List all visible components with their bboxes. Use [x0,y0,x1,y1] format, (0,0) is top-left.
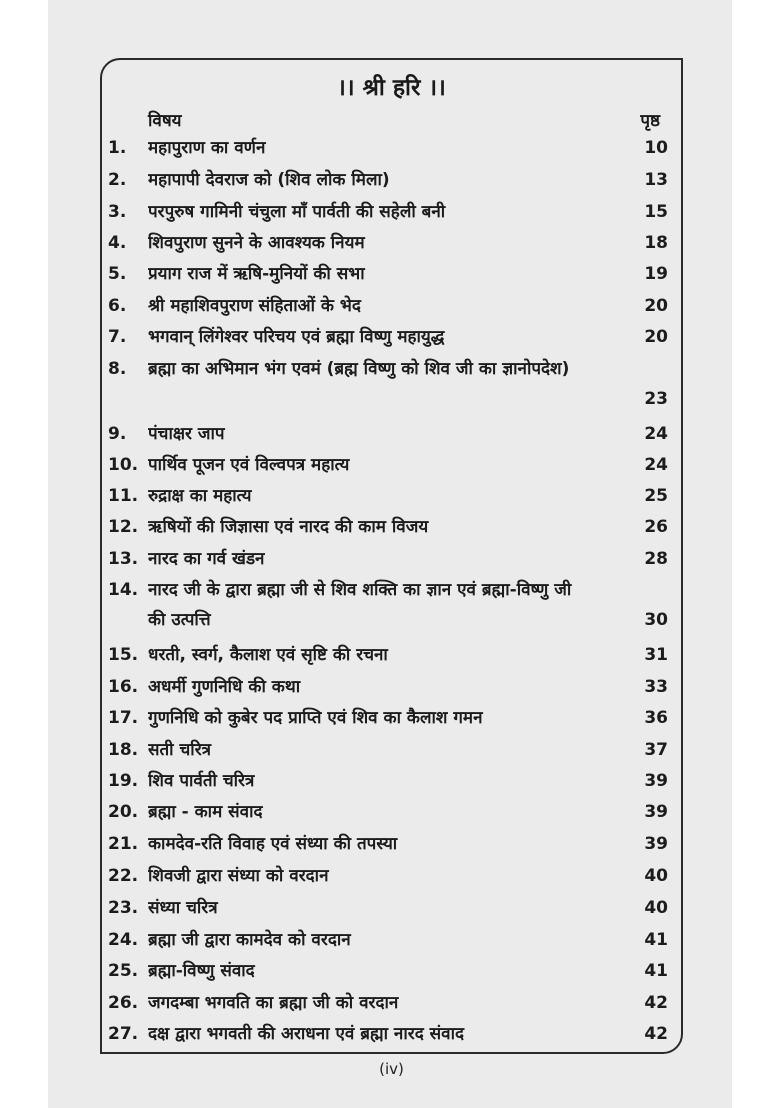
entry-title: धरती, स्वर्ग, कैलाश एवं सृष्टि की रचना [148,645,388,665]
entry-number: 4. [108,233,127,253]
entry-page-number: 42 [644,1024,668,1044]
entry-page-number: 15 [644,202,668,222]
entry-title: पार्थिव पूजन एवं विल्वपत्र महात्य [148,455,350,475]
entry-page-number: 20 [644,296,668,316]
entry-page-number: 30 [644,610,668,630]
entry-number: 18. [108,740,139,760]
entry-number: 21. [108,834,139,854]
entry-page-number: 26 [644,517,668,537]
entry-page-number: 39 [644,834,668,854]
entry-page-number: 24 [644,455,668,475]
entry-title: शिवपुराण सुनने के आवश्यक नियम [148,233,365,253]
entry-number: 27. [108,1024,139,1044]
entry-page-number: 42 [644,993,668,1013]
entry-title: अधर्मी गुणनिधि की कथा [148,677,301,697]
entry-number: 1. [108,138,127,158]
entry-page-number: 19 [644,264,668,284]
entry-title: ब्रह्मा का अभिमान भंग एवमं (ब्रह्म विष्णु को शिव जी का ज्ञानोपदेश) [148,359,570,379]
entry-page-number: 24 [644,424,668,444]
entry-number: 11. [108,486,139,506]
entry-number: 12. [108,517,139,537]
subject-column-header: विषय [148,111,182,131]
entry-title: प्रयाग राज में ऋषि-मुनियों की सभा [148,264,365,284]
entry-title: संध्या चरित्र [148,898,218,918]
entry-title: सती चरित्र [148,740,212,760]
entry-title: ब्रह्मा-विष्णु संवाद [148,961,255,981]
entry-title: दक्ष द्वारा भगवती की अराधना एवं ब्रह्मा नारद संवाद [148,1024,465,1044]
entry-number: 26. [108,993,139,1013]
entry-page-number: 39 [644,771,668,791]
entry-title: रुद्राक्ष का महात्य [148,486,252,506]
entry-number: 5. [108,264,127,284]
entry-page-number: 40 [644,866,668,886]
entry-number: 25. [108,961,139,981]
entry-title: श्री महाशिवपुराण संहिताओं के भेद [148,296,361,316]
entry-title: शिव पार्वती चरित्र [148,771,255,791]
entry-page-number: 33 [644,677,668,697]
page-title: ।। श्री हरि ।। [337,75,446,101]
entry-page-number: 25 [644,486,668,506]
entry-number: 16. [108,677,139,697]
entry-page-number: 39 [644,802,668,822]
entry-number: 24. [108,930,139,950]
entry-number: 22. [108,866,139,886]
entry-title: जगदम्बा भगवति का ब्रह्मा जी को वरदान [148,993,399,1013]
entry-number: 2. [108,170,127,190]
page-column-header: पृष्ठ [640,111,660,131]
entry-number: 20. [108,802,139,822]
entry-number: 19. [108,771,139,791]
entry-page-number: 31 [644,645,668,665]
entry-title: भगवान् लिंगेश्वर परिचय एवं ब्रह्मा विष्णु महायुद्ध [148,327,445,347]
entry-title-continuation: की उत्पत्ति [148,610,211,630]
entry-title: गुणनिधि को कुबेर पद प्राप्ति एवं शिव का कैलाश गमन [148,708,483,728]
page-number-footer: (iv) [379,1060,404,1078]
entry-title: ऋषियों की जिज्ञासा एवं नारद की काम विजय [148,517,429,537]
entry-title: परपुरुष गामिनी चंचुला माँ पार्वती की सहेली बनी [148,202,446,222]
entry-number: 15. [108,645,139,665]
entry-number: 9. [108,424,127,444]
entry-title: शिवजी द्वारा संध्या को वरदान [148,866,329,886]
entry-number: 8. [108,359,127,379]
entry-number: 17. [108,708,139,728]
entry-number: 7. [108,327,127,347]
entry-number: 3. [108,202,127,222]
entry-title: पंचाक्षर जाप [148,424,225,444]
entry-number: 23. [108,898,139,918]
entry-number: 13. [108,549,139,569]
entry-number: 6. [108,296,127,316]
entry-page-number: 36 [644,708,668,728]
entry-page-number: 10 [644,138,668,158]
entry-page-number: 37 [644,740,668,760]
entry-page-number: 18 [644,233,668,253]
entry-page-number: 23 [644,389,668,409]
entry-title: महापुराण का वर्णन [148,138,266,158]
entry-number: 10. [108,455,139,475]
entry-title: नारद का गर्व खंडन [148,549,265,569]
entry-page-number: 41 [644,930,668,950]
entry-page-number: 41 [644,961,668,981]
entry-title: कामदेव-रति विवाह एवं संध्या की तपस्या [148,834,398,854]
entry-page-number: 40 [644,898,668,918]
entry-page-number: 13 [644,170,668,190]
entry-page-number: 28 [644,549,668,569]
entry-title: महापापी देवराज को (शिव लोक मिला) [148,170,390,190]
entry-title: ब्रह्मा जी द्वारा कामदेव को वरदान [148,930,351,950]
entry-number: 14. [108,580,139,600]
entry-title: नारद जी के द्वारा ब्रह्मा जी से शिव शक्ति का ज्ञान एवं ब्रह्मा-विष्णु जी [148,580,572,600]
entry-title: ब्रह्मा - काम संवाद [148,802,263,822]
entry-page-number: 20 [644,327,668,347]
